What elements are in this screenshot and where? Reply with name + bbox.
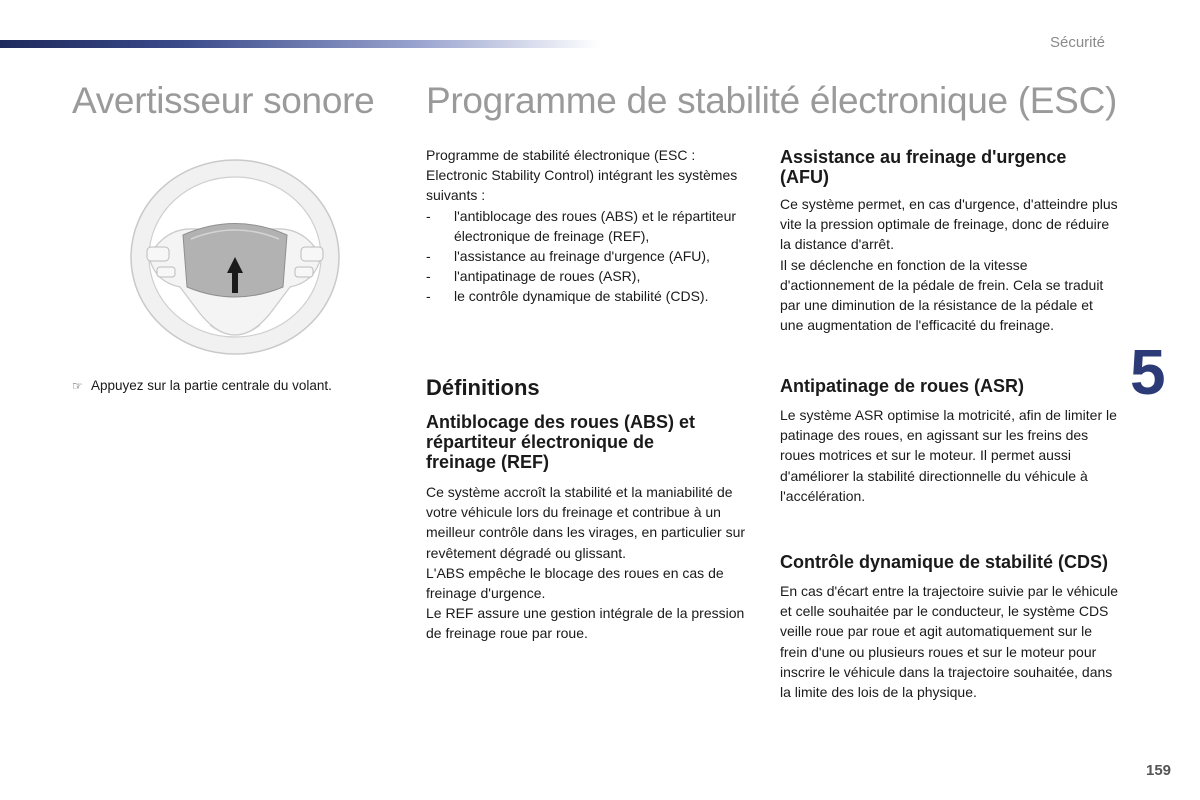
horn-title: Avertisseur sonore bbox=[72, 80, 375, 121]
asr-text: Le système ASR optimise la motricité, afin de limiter le patinage des roues, en agissant sur les freins des roues motrices et sur le moteur. Il permet aussi d'améliorer la stabilité directionnelle du véhicule à l'accélération. bbox=[780, 407, 1117, 504]
afu-text: Ce système permet, en cas d'urgence, d'atteindre plus vite la pression optimale de freinage, donc de réduire la distance d'arrêt. bbox=[780, 196, 1118, 253]
abs-block bbox=[426, 412, 756, 644]
abs-heading: Antiblocage des roues (ABS) et répartiteur électronique de freinage (REF) bbox=[426, 412, 696, 472]
abs-text: Ce système accroît la stabilité et la maniabilité de votre véhicule lors du freinage et contribue à un meilleur contrôle dans les virages, en particulier sur revêtement dégradé ou glissant. bbox=[426, 484, 746, 561]
hand-pointer-icon: ☞ bbox=[72, 379, 83, 393]
esc-title: Programme de stabilité électronique (ESC) bbox=[426, 80, 1118, 121]
afu-heading: Assistance au freinage d'urgence (AFU) bbox=[780, 147, 1067, 187]
afu-block bbox=[780, 147, 1120, 335]
chapter-number: 5 bbox=[1130, 336, 1166, 408]
abs-text-2: L'ABS empêche le blocage des roues en cas de freinage d'urgence. bbox=[426, 564, 724, 602]
esc-intro-block bbox=[426, 145, 756, 307]
cds-text: En cas d'écart entre la trajectoire suivie par le véhicule et celle souhaitée par le conducteur, le système CDS veille roue par roue et agit automatiquement sur le frein d'une ou plusieurs roues et sur le moteur pour inscrire le véhicule dans la trajectoire souhaitée, dans la limite des lois de la physique. bbox=[780, 583, 1119, 701]
cds-heading: Contrôle dynamique de stabilité (CDS) bbox=[780, 552, 1109, 572]
page-number: 159 bbox=[1146, 762, 1172, 779]
afu-text-2: Il se déclenche en fonction de la vitesse d'actionnement de la pédale de frein. Cela se traduit par une diminution de la résistance de la pédale et une augmentation de l'efficacité du freinage. bbox=[780, 256, 1104, 334]
section-label: Sécurité bbox=[1049, 34, 1105, 51]
asr-block bbox=[780, 376, 1120, 506]
asr-heading: Antipatinage de roues (ASR) bbox=[780, 376, 1025, 396]
list-item: - le contrôle dynamique de stabilité (CDS). bbox=[426, 286, 756, 306]
steering-wheel-illustration bbox=[125, 157, 345, 357]
cds-block bbox=[780, 552, 1120, 702]
esc-systems-list bbox=[426, 206, 756, 307]
list-item: - l'assistance au freinage d'urgence (AFU), bbox=[426, 246, 756, 266]
list-item: - l'antiblocage des roues (ABS) et le répartiteur électronique de freinage (REF), bbox=[426, 206, 756, 246]
definitions-heading: Définitions bbox=[426, 375, 540, 400]
horn-instruction: ☞ Appuyez sur la partie centrale du volant. bbox=[72, 376, 392, 396]
abs-text-3: Le REF assure une gestion intégrale de la pression de freinage roue par roue. bbox=[426, 605, 745, 642]
esc-intro-text: Programme de stabilité électronique (ESC : Electronic Stability Control) intégrant les systèmes suivants : bbox=[426, 147, 738, 204]
header-accent-bar bbox=[0, 40, 600, 48]
list-item: - l'antipatinage de roues (ASR), bbox=[426, 266, 756, 286]
